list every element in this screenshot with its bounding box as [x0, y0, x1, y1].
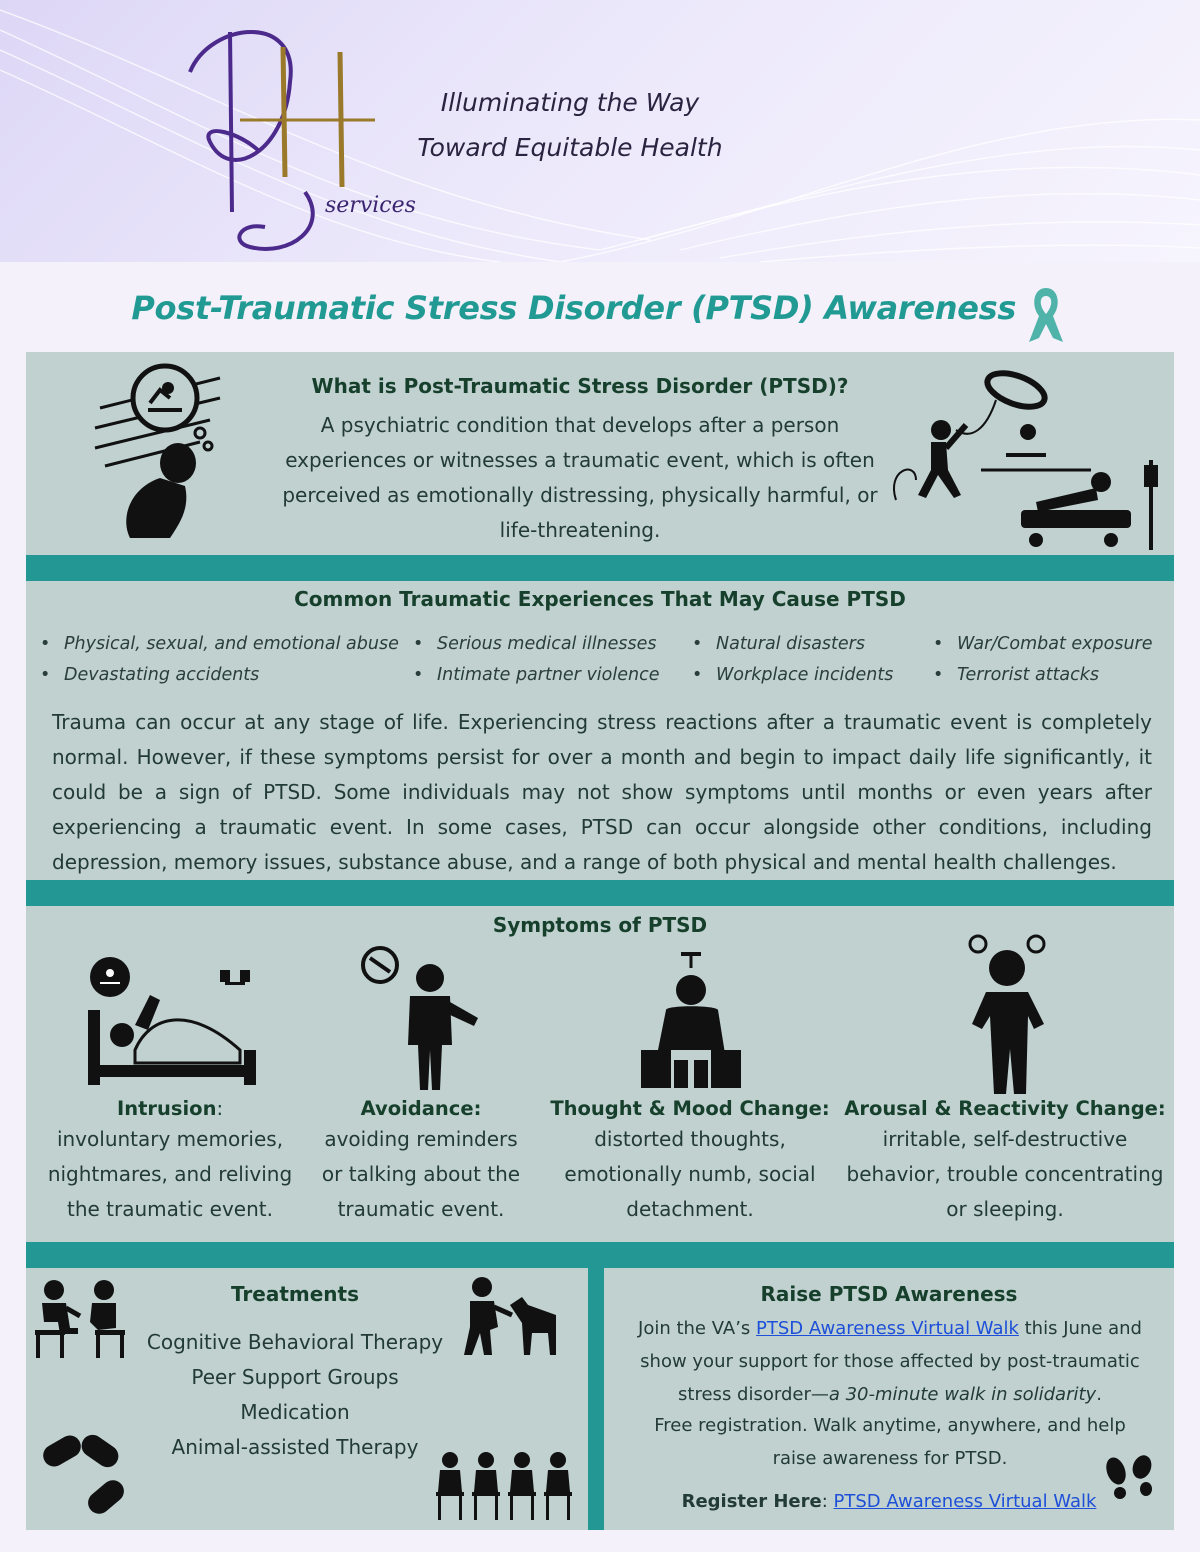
register-link[interactable]: PTSD Awareness Virtual Walk — [833, 1491, 1097, 1512]
experiences-heading: Common Traumatic Experiences That May Cause PTSD — [294, 587, 906, 611]
free-registration-text: Free registration. Walk anytime, anywhere, and help raise awareness for PTSD. — [654, 1415, 1126, 1469]
list-item: • War/Combat exposure — [933, 629, 1173, 660]
tagline-line-1: Illuminating the Way — [440, 88, 700, 117]
list-item: Animal-assisted Therapy — [171, 1435, 419, 1459]
symptom-arousal — [840, 1097, 1170, 1227]
section-divider — [26, 555, 1174, 581]
avoidance-person-icon — [360, 940, 490, 1092]
register-line — [604, 1485, 1174, 1518]
awareness-italic: a 30-minute walk in solidarity — [828, 1384, 1097, 1405]
symptom-title: Thought & Mood Change: — [550, 1097, 830, 1120]
symptom-thought-mood — [546, 1097, 834, 1227]
awareness-text — [620, 1312, 1160, 1411]
experiences-list-col2 — [413, 629, 693, 691]
rescue-and-hospital-icon — [886, 370, 1166, 555]
awareness-ribbon-icon — [1023, 284, 1069, 346]
list-item: Medication — [240, 1400, 350, 1424]
nightmare-bed-icon — [80, 955, 260, 1090]
distressed-person-icon — [90, 358, 230, 548]
arousal-angry-person-icon — [958, 934, 1058, 1094]
symptom-title: Avoidance: — [360, 1097, 482, 1120]
list-item: • Natural disasters — [692, 629, 932, 660]
trauma-paragraph: Trauma can occur at any stage of life. Experiencing stress reactions after a traumatic event is completely normal. However, if these symptoms persist for over a month and begin to impact daily life significantly, it could be a sign of PTSD. Some individuals may not show symptoms until months or even years after experiencing a traumatic event. In some cases, PTSD can occur alongside other conditions, including depression, memory issues, substance abuse, and a range of both physical and mental health challenges. — [52, 710, 1152, 874]
therapy-session-icon — [30, 1278, 130, 1360]
list-item: • Physical, sexual, and emotional abuse — [40, 629, 420, 660]
page-title-text: Post-Traumatic Stress Disorder (PTSD) Awareness — [131, 289, 1017, 328]
footprints-icon — [1102, 1455, 1160, 1503]
symptom-colon: : — [216, 1097, 224, 1120]
list-item: • Devastating accidents — [40, 660, 420, 691]
list-item: Peer Support Groups — [191, 1365, 399, 1389]
what-is-heading: What is Post-Traumatic Stress Disorder (PTSD)? — [311, 374, 849, 398]
register-label: Register Here — [681, 1491, 822, 1512]
column-divider — [588, 1268, 604, 1530]
awareness-join-suffix: this June and show your support for those affected by post-traumatic stress disorder— — [640, 1318, 1142, 1405]
section-divider — [26, 880, 1174, 906]
pills-icon — [40, 1430, 130, 1520]
symptom-text: avoiding reminders or talking about the traumatic event. — [321, 1127, 521, 1221]
tagline-line-2: Toward Equitable Health — [417, 133, 723, 162]
section-divider — [26, 1242, 1174, 1268]
experiences-list-col3 — [692, 629, 932, 691]
treatments-list — [130, 1325, 460, 1465]
list-item: • Workplace incidents — [692, 660, 932, 691]
list-item: Cognitive Behavioral Therapy — [146, 1330, 444, 1354]
thought-mood-person-icon — [636, 950, 746, 1090]
animal-therapy-icon — [460, 1275, 565, 1363]
awareness-period: . — [1096, 1384, 1102, 1405]
list-item: • Intimate partner violence — [413, 660, 693, 691]
symptom-title: Intrusion — [116, 1097, 217, 1120]
symptom-text: involuntary memories, nightmares, and reliving the traumatic event. — [47, 1127, 293, 1221]
treatments-heading: Treatments — [230, 1282, 360, 1306]
page-title — [0, 284, 1200, 346]
symptom-text: irritable, self-destructive behavior, trouble concentrating or sleeping. — [846, 1127, 1164, 1221]
virtual-walk-link[interactable]: PTSD Awareness Virtual Walk — [756, 1318, 1019, 1339]
what-is-text: A psychiatric condition that develops after a person experiences or witnesses a traumatic event, which is often perceived as emotionally distressing, physically harmful, or life-threatening. — [282, 413, 878, 542]
experiences-list-col1 — [40, 629, 420, 691]
symptoms-heading: Symptoms of PTSD — [492, 913, 708, 937]
list-item: • Terrorist attacks — [933, 660, 1173, 691]
tagline — [400, 80, 740, 170]
symptom-avoidance — [312, 1097, 530, 1227]
awareness-heading: Raise PTSD Awareness — [760, 1282, 1018, 1306]
symptom-intrusion — [40, 1097, 300, 1227]
list-item: • Serious medical illnesses — [413, 629, 693, 660]
dh-services-logo — [170, 12, 430, 257]
awareness-join-prefix: Join the VA’s — [638, 1318, 757, 1339]
register-colon: : — [821, 1491, 834, 1512]
logo-sub-text: services — [325, 193, 416, 218]
symptom-text: distorted thoughts, emotionally numb, social detachment. — [564, 1127, 816, 1221]
header-banner — [0, 0, 1200, 262]
symptom-title: Arousal & Reactivity Change: — [844, 1097, 1166, 1120]
experiences-list-col4 — [933, 629, 1173, 691]
